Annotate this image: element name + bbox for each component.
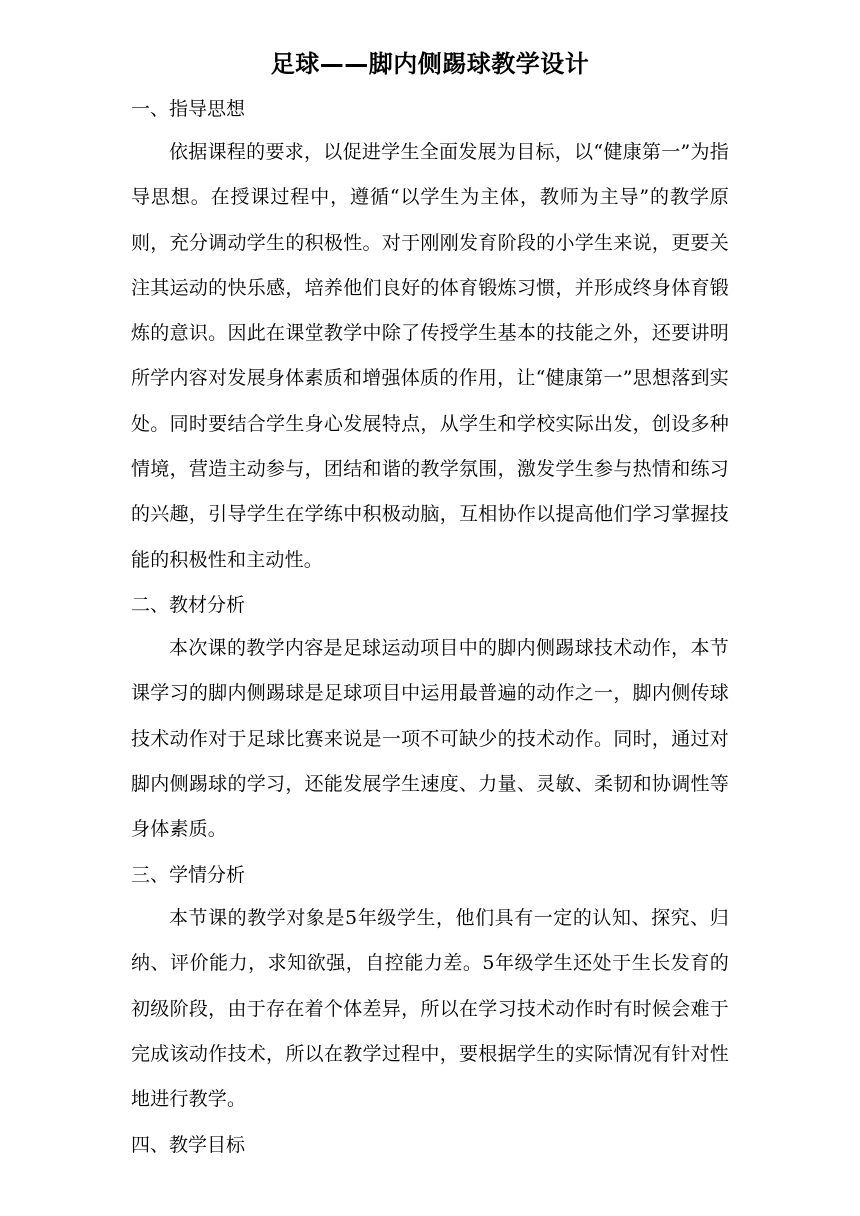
section-heading-teaching-objectives: 四、教学目标: [131, 1134, 246, 1156]
section-paragraph-guiding-ideology: 依据课程的要求，以促进学生全面发展为目标，以“健康第一”为指导思想。在授课过程中，遵循“以学生为主体，教师为主导”的教学原则，充分调动学生的积极性。对于刚刚发育阶段的小学生来说，更要关注其运动的快乐感，培养他们良好的体育锻炼习惯，并形成终身体育锻炼的意识。因此在课堂教学中除了传授学生基本的技能之外，还要讲明所学内容对发展身体素质和增强体质的作用，让“健康第一”思想落到实处。同时要结合学生身心发展特点，从学生和学校实际出发，创设多种情境，营造主动参与，团结和谐的教学氛围，激发学生参与热情和练习的兴趣，引导学生在学练中积极动脑，互相协作以提高他们学习掌握技能的积极性和主动性。: [131, 141, 729, 571]
section-heading-material-analysis: 二、教材分析: [131, 594, 246, 616]
document-title: 足球——脚内侧踢球教学设计: [270, 50, 590, 78]
section-heading-student-analysis: 三、学情分析: [131, 864, 246, 886]
section-paragraph-student-analysis: 本节课的教学对象是5年级学生，他们具有一定的认知、探究、归纳、评价能力，求知欲强，自控能力差。5年级学生还处于生长发育的初级阶段，由于存在着个体差异，所以在学习技术动作时有时候会难于完成该动作技术，所以在教学过程中，要根据学生的实际情况有针对性地进行教学。: [131, 907, 729, 1111]
section-paragraph-material-analysis: 本次课的教学内容是足球运动项目中的脚内侧踢球技术动作，本节课学习的脚内侧踢球是足球项目中运用最普遍的动作之一，脚内侧传球技术动作对于足球比赛来说是一项不可缺少的技术动作。同时，通过对脚内侧踢球的学习，还能发展学生速度、力量、灵敏、柔韧和协调性等身体素质。: [131, 637, 729, 841]
section-heading-guiding-ideology: 一、指导思想: [131, 98, 246, 120]
